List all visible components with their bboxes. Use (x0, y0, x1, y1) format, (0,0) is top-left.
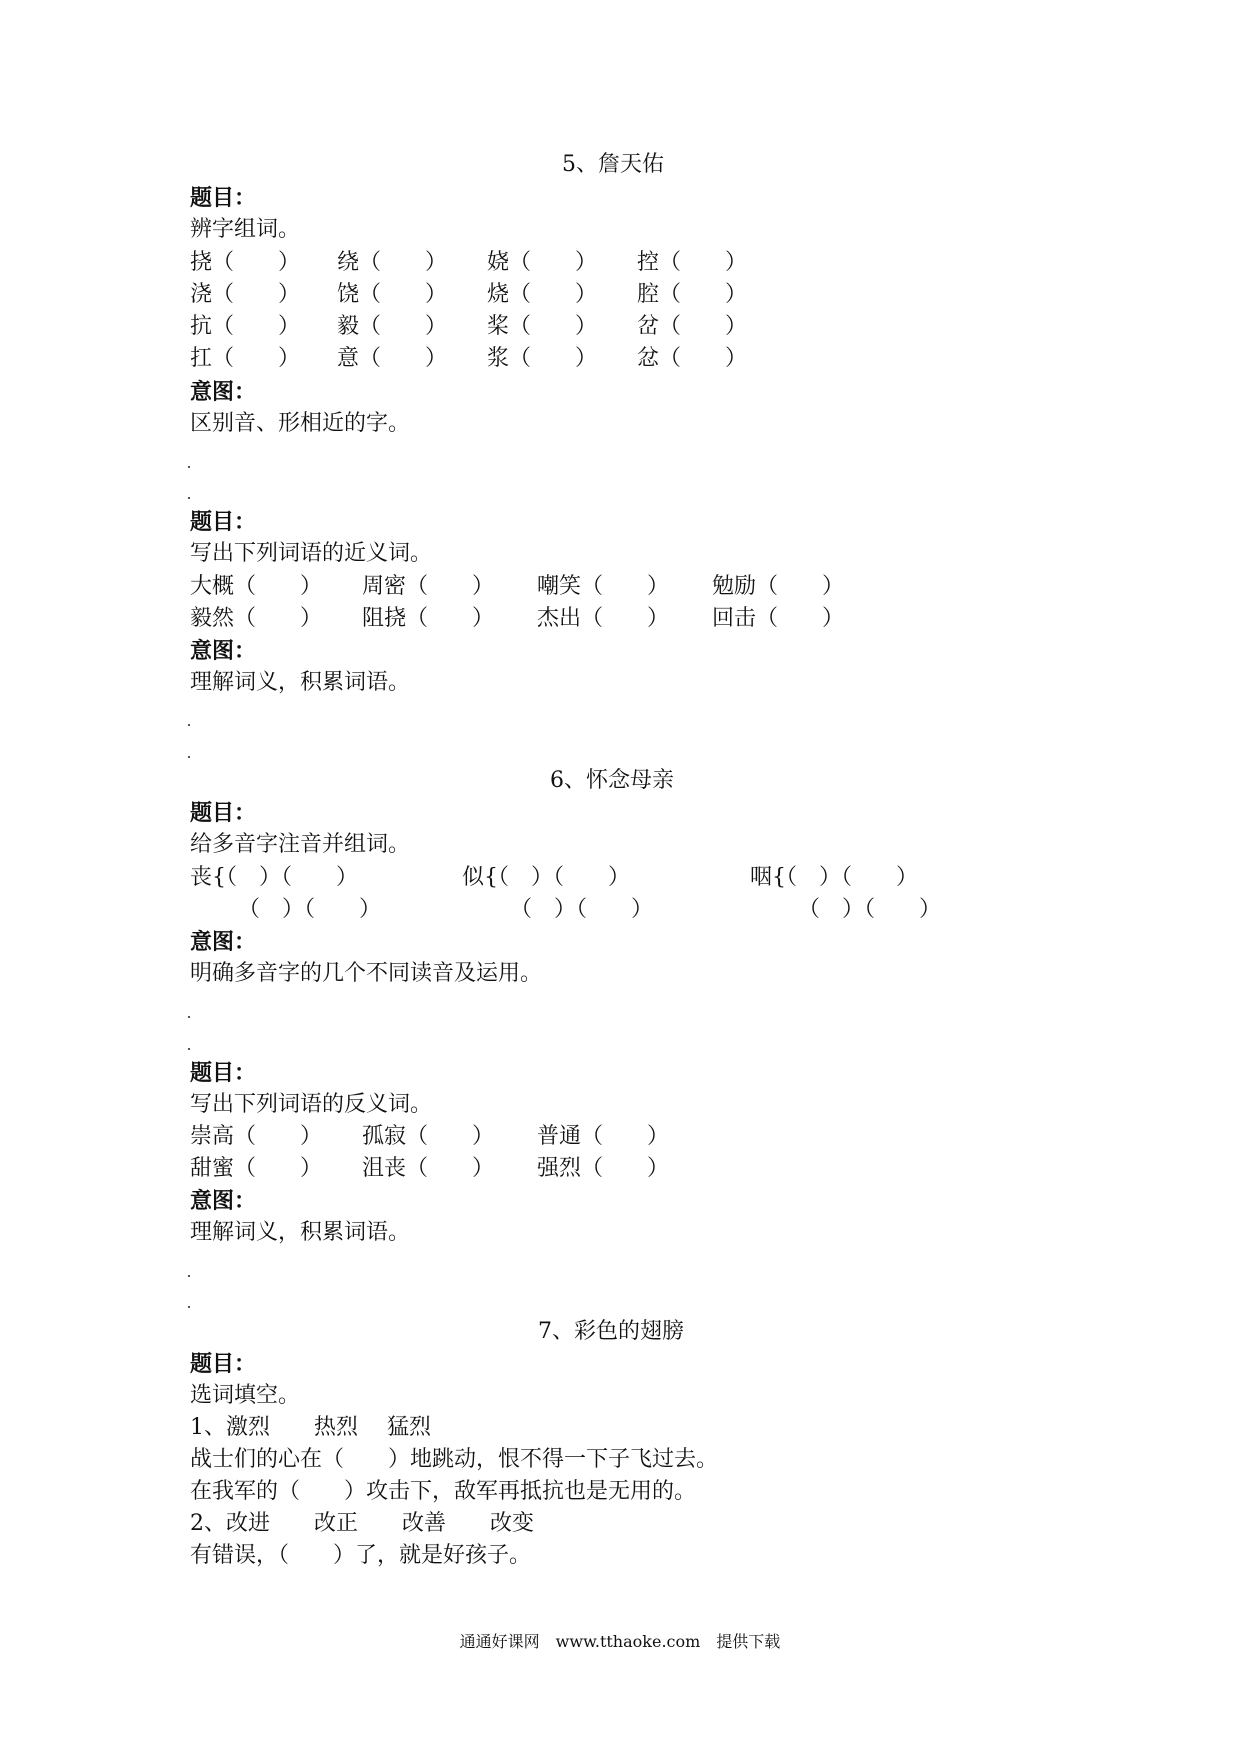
scan-dot (188, 1306, 190, 1308)
q5-1-item: 饶（ ） (337, 282, 448, 307)
q5-2-instruction: 写出下列词语的近义词。 (190, 541, 433, 566)
section-6-title: 6、怀念母亲 (550, 768, 674, 793)
q5-2-item: 勉励（ ） (712, 574, 845, 599)
q5-1-item: 扛（ ） (190, 346, 301, 371)
q5-2-label: 题目： (190, 509, 257, 535)
q5-1-item: 忿（ ） (637, 346, 748, 371)
scan-dot (188, 1016, 190, 1018)
q6-2-item: 崇高（ ） (190, 1124, 323, 1149)
q6-1-label: 题目： (190, 800, 257, 826)
q6-2-item: 强烈（ ） (537, 1156, 670, 1181)
q7-1-line: 2、改进 改正 改善 改变 (190, 1511, 534, 1536)
q5-1-intent: 区别音、形相近的字。 (190, 411, 411, 436)
q6-2-item: 普通（ ） (537, 1124, 670, 1149)
q5-2-item: 杰出（ ） (537, 606, 670, 631)
q7-1-line: 在我军的（ ）攻击下，敌军再抵抗也是无用的。 (190, 1479, 697, 1504)
q6-2-item: 沮丧（ ） (362, 1156, 495, 1181)
q5-2-item: 大概（ ） (190, 574, 323, 599)
scan-dot (188, 724, 190, 726)
q7-1-line: 1、激烈 热烈 猛烈 (190, 1415, 431, 1440)
q5-1-item: 毅（ ） (337, 314, 448, 339)
scan-dot (188, 1275, 190, 1277)
q6-1-item: 似{（ ）（ ） (462, 865, 630, 890)
q5-1-item: 控（ ） (637, 250, 748, 275)
q6-2-intent-label: 意图： (190, 1188, 257, 1214)
q5-1-item: 烧（ ） (487, 282, 598, 307)
q6-1-item: 丧{（ ）（ ） (190, 865, 358, 890)
scan-dot (188, 756, 190, 758)
page-footer: 通通好课网 www.tthaoke.com 提供下载 (459, 1632, 781, 1651)
q6-1-instruction: 给多音字注音并组词。 (190, 832, 411, 857)
q5-1-item: 桨（ ） (487, 314, 598, 339)
q5-1-item: 绕（ ） (337, 250, 448, 275)
q5-2-item: 周密（ ） (362, 574, 495, 599)
q6-2-label: 题目： (190, 1060, 257, 1086)
q5-1-label: 题目： (190, 185, 257, 211)
scan-dot (188, 1048, 190, 1050)
q5-1-item: 娆（ ） (487, 250, 598, 275)
q5-2-intent: 理解词义，积累词语。 (190, 670, 411, 695)
q5-2-item: 嘲笑（ ） (537, 574, 670, 599)
q5-1-item: 意（ ） (337, 346, 448, 371)
q5-2-item: 阻挠（ ） (362, 606, 495, 631)
q5-2-intent-label: 意图： (190, 638, 257, 664)
q5-1-item: 岔（ ） (637, 314, 748, 339)
q5-1-item: 挠（ ） (190, 250, 301, 275)
q5-2-item: 回击（ ） (712, 606, 845, 631)
q5-1-item: 浆（ ） (487, 346, 598, 371)
q5-2-item: 毅然（ ） (190, 606, 323, 631)
q5-1-item: 抗（ ） (190, 314, 301, 339)
section-7-title: 7、彩色的翅膀 (538, 1319, 684, 1344)
q5-1-instruction: 辨字组词。 (190, 217, 301, 242)
scan-dot (188, 497, 190, 499)
q7-1-line: 有错误，（ ）了，就是好孩子。 (190, 1543, 532, 1568)
section-5-title: 5、詹天佑 (562, 152, 664, 177)
q6-1-item: （ ）（ ） (798, 897, 942, 922)
scan-dot (188, 466, 190, 468)
q5-1-item: 浇（ ） (190, 282, 301, 307)
q5-1-intent-label: 意图： (190, 379, 257, 405)
q6-1-intent: 明确多音字的几个不同读音及运用。 (190, 961, 543, 986)
q6-2-intent: 理解词义，积累词语。 (190, 1220, 411, 1245)
q7-1-line: 战士们的心在（ ）地跳动，恨不得一下子飞过去。 (190, 1447, 719, 1472)
q6-1-item: （ ）（ ） (510, 897, 654, 922)
q5-1-item: 腔（ ） (637, 282, 748, 307)
q6-2-item: 孤寂（ ） (362, 1124, 495, 1149)
q7-1-instruction: 选词填空。 (190, 1383, 301, 1408)
q6-1-item: （ ）（ ） (238, 897, 382, 922)
q6-1-intent-label: 意图： (190, 929, 257, 955)
q7-1-label: 题目： (190, 1351, 257, 1377)
q6-2-instruction: 写出下列词语的反义词。 (190, 1092, 433, 1117)
q6-1-item: 咽{（ ）（ ） (750, 865, 918, 890)
q6-2-item: 甜蜜（ ） (190, 1156, 323, 1181)
